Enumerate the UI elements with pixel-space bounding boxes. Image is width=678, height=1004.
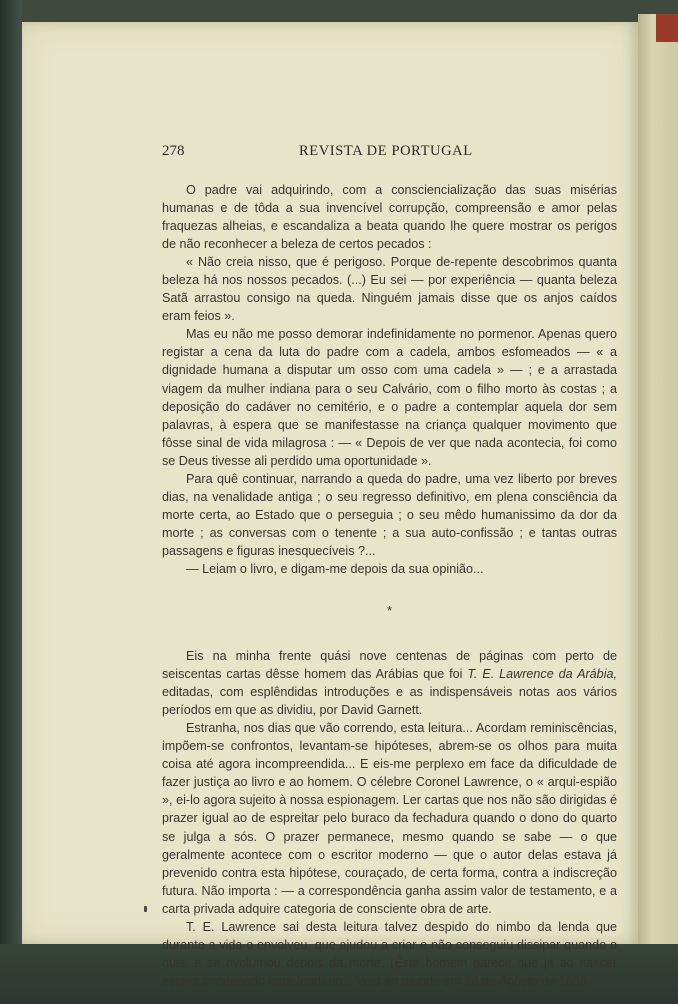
scan-border-left [0,0,22,1004]
book-page [22,22,638,988]
section2-p1-end: editadas, com esplêndidas introduções e as indispensáveis notas aos vários períodos em que as dividiu, por David Garnett. [162,685,617,718]
page-header [22,143,638,163]
paragraph-1: O padre vai adquirindo, com a consciencialização das suas misérias humanas e de tôda a sua invencível corrupção, compreensão e amor pelas fraquezas alheias, e escandaliza a beata quando lhe quere mostrar os perigos de não reconhecer a beleza de certos pecados : [162,183,617,252]
section2-paragraph-1 [162,647,617,719]
ink-speck [144,906,147,912]
running-title: REVISTA DE PORTUGAL [299,143,473,159]
section2-paragraph-3: T. E. Lawrence sai desta leitura talvez despido do nimbo da lenda que durante a vida o envolveu, que ajudou a criar e não conseguiu dissipar quando o quis, e se avolumou depois da morte. (Êste homem parece que já ao nascer estava condenado para lendário... Veio ao mundo em 16 de Agôsto de 1888, [162,919,617,988]
adjacent-page-edge [638,14,678,944]
book-title-italic: T. E. Lawrence da Arábia, [467,667,617,682]
paragraph-2: Mas eu não me posso demorar indefinidamente no pormenor. Apenas quero registar a cena da luta do padre com a cadela, ambos esfomeados — « a dignidade humana a disputar um osso com uma cadela » — ; e a arrastada viagem da mulher indiana para o seu Calvário, com o filho morto às costas ; a deposição do cadáver no cemitério, e o padre a contemplar aquela dor sem palavras, à espera que se manifestasse na criança qualquer movimento que fôsse sinal de vida milagrosa : — « Depois de ver que nada acontecia, foi como se Deus tivesse ali perdido uma oportunidade ». [162,327,617,468]
section-separator: * [386,603,393,619]
section2-p1-start: Eis na minha frente quási nove centenas de páginas com perto de seiscentas cartas dêsse homem das Arábias que foi [162,649,617,682]
page-corner-mark [656,14,678,42]
paragraph-4: — Leiam o livro, e digam-me depois da sua opinião... [186,561,484,576]
page-body [162,181,617,990]
quotation-paragraph: « Não creia nisso, que é perigoso. Porque de-repente descobrimos quanta beleza há nos nossos pecados. (...) Eu sei — por experiência — quanta beleza Satã arrastou consigo na queda. Ninguém jamais disse que os anjos caídos eram feios ». [162,255,617,324]
paragraph-3: Para quê continuar, narrando a queda do padre, uma vez liberto por breves dias, na venalidade antiga ; o seu regresso definitivo, em plena consciência da morte certa, ao Estado que o perseguia ; o seu mêdo humanissimo da dor da morte ; as conversas com o tenente ; a sua auto-confissão ; e tantas outras passagens e figuras inesquecíveis ?... [162,471,617,558]
page-number: 278 [162,143,185,159]
section2-paragraph-2: Estranha, nos dias que vão correndo, esta leitura... Acordam reminiscências, impõem-se confrontos, levantam-se hipóteses, abrem-se os olhos para muita coisa até agora incompreendida... E eis-me perplexo em face da dificuldade de fazer justiça ao livro e ao homem. O célebre Coronel Lawrence, o « arqui-espião », ei-lo agora sujeito à nossa espionagem. Ler cartas que nos não são dirigidas é prazer igual ao de espreitar pelo buraco da fechadura quando o dono do quarto se julga a sós. O prazer permanece, mesmo quando se sabe — o que geralmente acontece com o escritor moderno — que o autor delas estava já prevenido contra esta hipótese, couraçado, de certa forma, contra a indiscreção futura. Não importa : — a correspondência ganha assim valor de testamento, e a carta privada adquire categoria de consciente obra de arte. [162,721,617,916]
